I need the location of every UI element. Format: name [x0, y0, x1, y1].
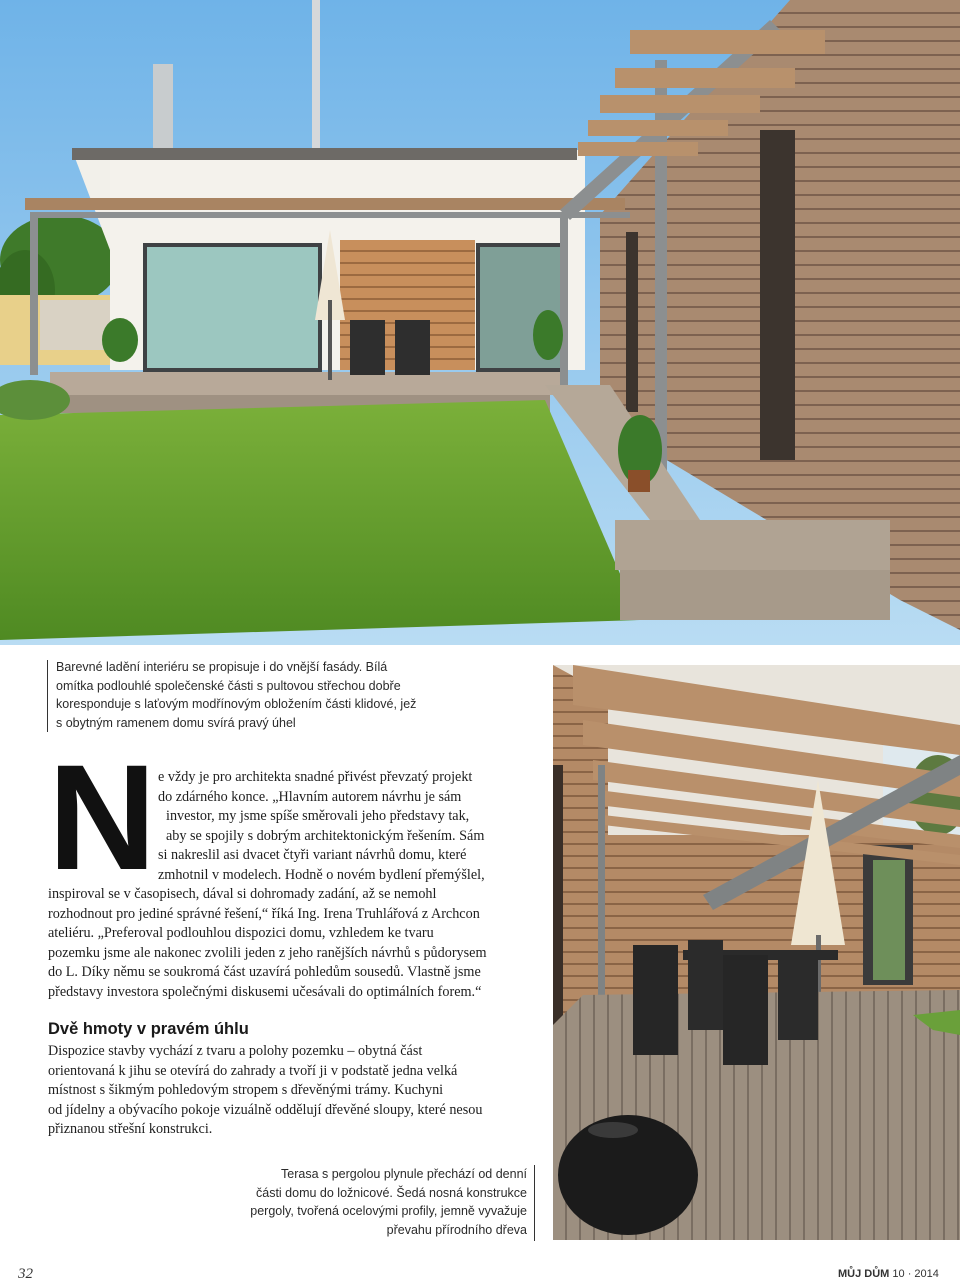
text-line: si nakreslil asi dvacet čtyři variant návrhů domu, které — [158, 847, 467, 864]
text-line: investor, my jsme spíše směrovali jeho představy tak, — [166, 808, 470, 825]
text-line: přiznanou střešní konstrukci. — [48, 1121, 213, 1138]
text-line: orientovaná k jihu se otevírá do zahrady a tvoří ji v podstatě jedna velká — [48, 1062, 458, 1079]
text-line: e vždy je pro architekta snadné přivést převzatý projekt — [158, 769, 473, 785]
photo-caption-top — [56, 658, 436, 732]
magazine-name: MŮJ DŮM — [838, 1268, 890, 1280]
text-line: místnost s šikmým pohledovým stropem s dřevěnými trámy. Kuchyni — [48, 1082, 444, 1099]
drop-cap: N — [48, 733, 153, 901]
article-body — [48, 885, 528, 1003]
caption-rule — [47, 660, 48, 732]
caption-line: omítka podlouhlé společenské části s pultovou střechou dobře — [56, 678, 401, 693]
text-line: ateliéru. „Preferoval podlouhlou dispozici domu, vzhledem ke tvaru — [48, 925, 434, 942]
text-line: Dispozice stavby vychází z tvaru a polohy pozemku – obytná část — [48, 1043, 423, 1059]
text-line: do L. Díky němu se soukromá část uzavírá pohledům sousedů. Vlastně jsme — [48, 964, 481, 981]
caption-line: koresponduje s laťovým modřínovým obložením části klidové, jež — [56, 697, 417, 711]
page-number: 32 — [18, 1266, 33, 1282]
article-intro — [158, 768, 528, 886]
issue-number: 10 · 2014 — [892, 1268, 939, 1280]
section-body — [48, 1042, 528, 1140]
text-line: rozhodnout pro jediné správné řešení,“ říká Ing. Irena Truhlářová z Archcon — [48, 905, 480, 922]
photo-caption-bottom — [240, 1165, 527, 1239]
caption-line: Barevné ladění interiéru se propisuje i do vnější fasády. Bílá — [56, 660, 388, 674]
text-line: inspiroval se v časopisech, dával si dohromady zadání, až se nemohl — [48, 886, 437, 902]
section-heading: Dvě hmoty v pravém úhlu — [48, 1020, 249, 1038]
magazine-footer — [838, 1268, 939, 1280]
caption-rule — [534, 1165, 535, 1241]
text-line: aby se spojily s dobrým architektonickým řešením. Sám — [166, 827, 485, 844]
caption-line: pergoly, tvořená ocelovými profily, jemně vyvažuje — [250, 1204, 527, 1218]
text-line: do zdárného konce. „Hlavním autorem návrhu je sám — [158, 788, 462, 805]
terrace-pergola-photo — [553, 665, 960, 1240]
caption-line: části domu do ložnicové. Šedá nosná konstrukce — [256, 1185, 527, 1200]
caption-line: s obytným ramenem domu svírá pravý úhel — [56, 715, 296, 730]
text-line: od jídelny a obývacího pokoje vizuálně oddělují dřevěné sloupy, které nesou — [48, 1101, 483, 1118]
text-line: pozemku jsme ale nakonec zvolili jeden z jeho ranějších návrhů s půdorysem — [48, 944, 487, 961]
text-line: představy investora společnými diskusemi učesávali do optimálních forem.“ — [48, 983, 482, 1000]
caption-line: převahu přírodního dřeva — [386, 1222, 527, 1237]
text-line: zmhotnil v modelech. Hodně o novém bydlení přemýšlel, — [158, 866, 485, 883]
caption-line: Terasa s pergolou plynule přechází od denní — [281, 1167, 527, 1181]
